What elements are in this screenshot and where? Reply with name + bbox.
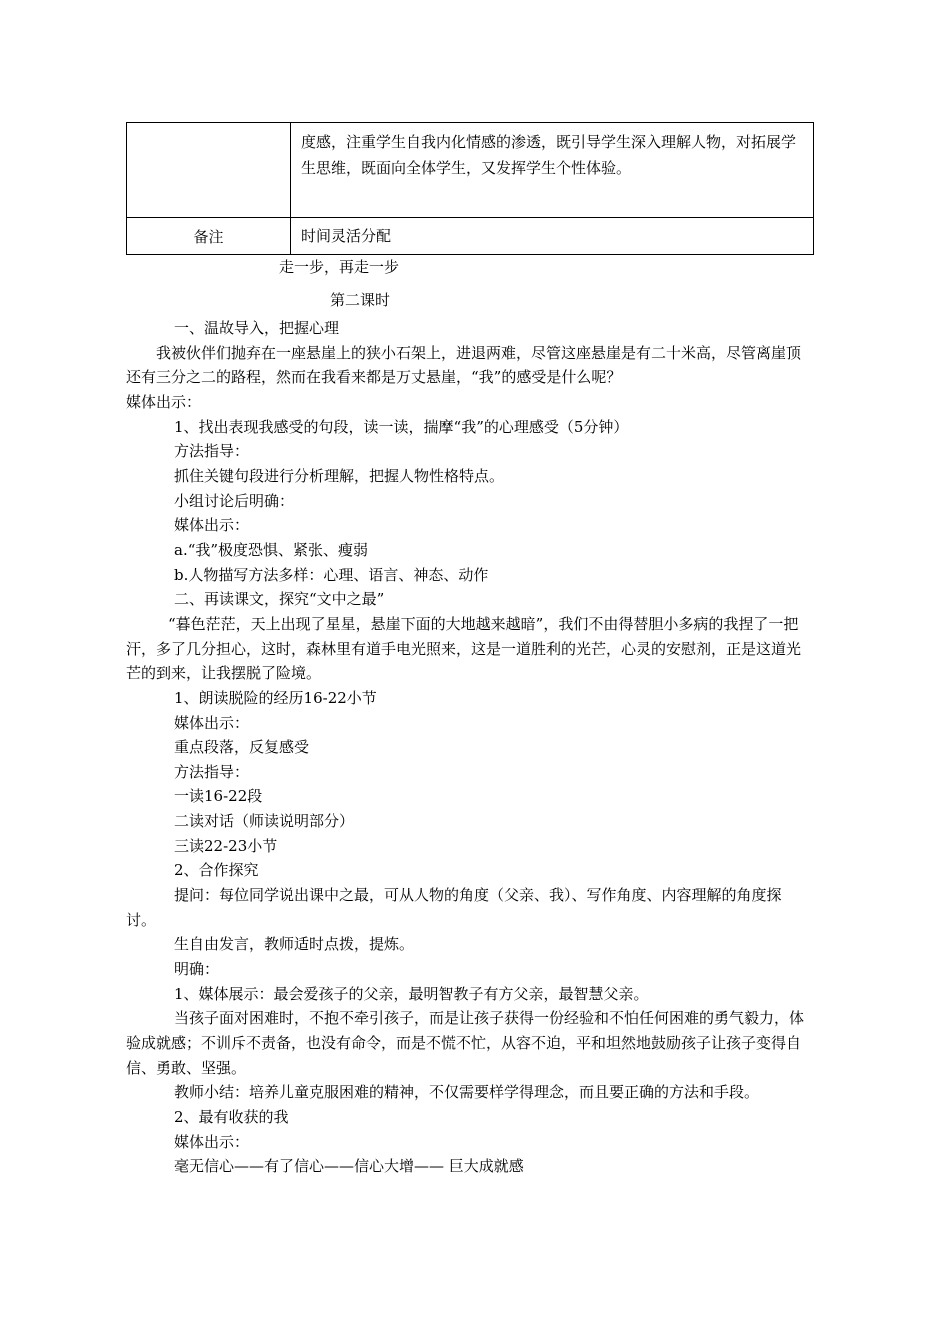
paragraph: 重点段落，反复感受 [174,738,310,757]
table-cell-empty [127,123,291,218]
table-cell-remark-label: 备注 [127,218,291,255]
paragraph: 明确： [174,960,220,979]
table-cell-design-note: 度感，注重学生自我内化情感的渗透，既引导学生深入理解人物，对拓展学生思维，既面向全体学生，又发挥学生个性体验。 [291,123,814,218]
paragraph: 方法指导： [174,762,250,781]
lesson-title: 走一步，再走一步 [279,258,400,276]
table-row [127,218,814,255]
paragraph: 三读22-23小节 [174,836,278,855]
paragraph: 生自由发言，教师适时点拨，提炼。 [174,935,415,954]
paragraph: 抓住关键句段进行分析理解，把握人物性格特点。 [174,466,505,485]
paragraph: 一读16-22段 [174,787,263,806]
section-heading: 二、再读课文，探究“文中之最” [174,590,385,609]
paragraph: “暮色茫茫，天上出现了星星，悬崖下面的大地越来越暗”，我们不由得替胆小多病的我捏了一把汗，多了几分担心，这时，森林里有道手电光照来，这是一道胜利的光芒，心灵的安慰剂，正是这道光芒的到来，让我摆脱了险境。 [126,614,802,683]
paragraph: b.人物描写方法多样：心理、语言、神态、动作 [174,565,489,584]
paragraph: 媒体出示： [174,516,250,535]
paragraph: 毫无信心——有了信心——信心大增—— 巨大成就感 [174,1157,524,1176]
paragraph: 我被伙伴们抛弃在一座悬崖上的狭小石架上，进退两难，尽管这座悬崖是有二十米高，尽管离崖顶还有三分之二的路程，然而在我看来都是万丈悬崖，“我”的感受是什么呢？ [126,343,802,387]
paragraph: 二读对话（师读说明部分） [174,812,355,831]
table-row [127,123,814,218]
lesson-body [126,316,810,1179]
paragraph: 教师小结：培养儿童克服困难的精神，不仅需要样学得理念，而且要正确的方法和手段。 [174,1083,760,1102]
paragraph: 1、找出表现我感受的句段，读一读，揣摩“我”的心理感受（5分钟） [174,417,629,436]
paragraph: 小组讨论后明确： [174,491,295,510]
paragraph: 媒体出示： [126,392,202,411]
paragraph: 媒体出示： [174,713,250,732]
paragraph: 媒体出示： [174,1132,250,1151]
table-cell-remark-value: 时间灵活分配 [291,218,814,255]
paragraph: 1、朗读脱险的经历16-22小节 [174,688,377,707]
section-heading: 一、温故导入，把握心理 [174,319,340,337]
paragraph: 2、最有收获的我 [174,1108,289,1126]
paragraph: 1、媒体展示：最会爱孩子的父亲，最明智教子有方父亲，最智慧父亲。 [174,984,649,1003]
lesson-plan-table [126,122,814,255]
paragraph: 提问：每位同学说出课中之最，可从人物的角度（父亲、我）、写作角度、内容理解的角度探讨。 [126,886,782,929]
period-title: 第二课时 [330,291,391,309]
paragraph: a.“我”极度恐惧、紧张、瘦弱 [174,540,369,559]
paragraph: 2、合作探究 [174,861,259,880]
paragraph: 方法指导： [174,442,250,461]
paragraph: 当孩子面对困难时，不抱不牵引孩子，而是让孩子获得一份经验和不怕任何困难的勇气毅力，体验成就感；不训斥不责备，也没有命令，而是不慌不忙，从容不迫，平和坦然地鼓励孩子让孩子变得自信、勇敢、坚强。 [126,1009,805,1077]
